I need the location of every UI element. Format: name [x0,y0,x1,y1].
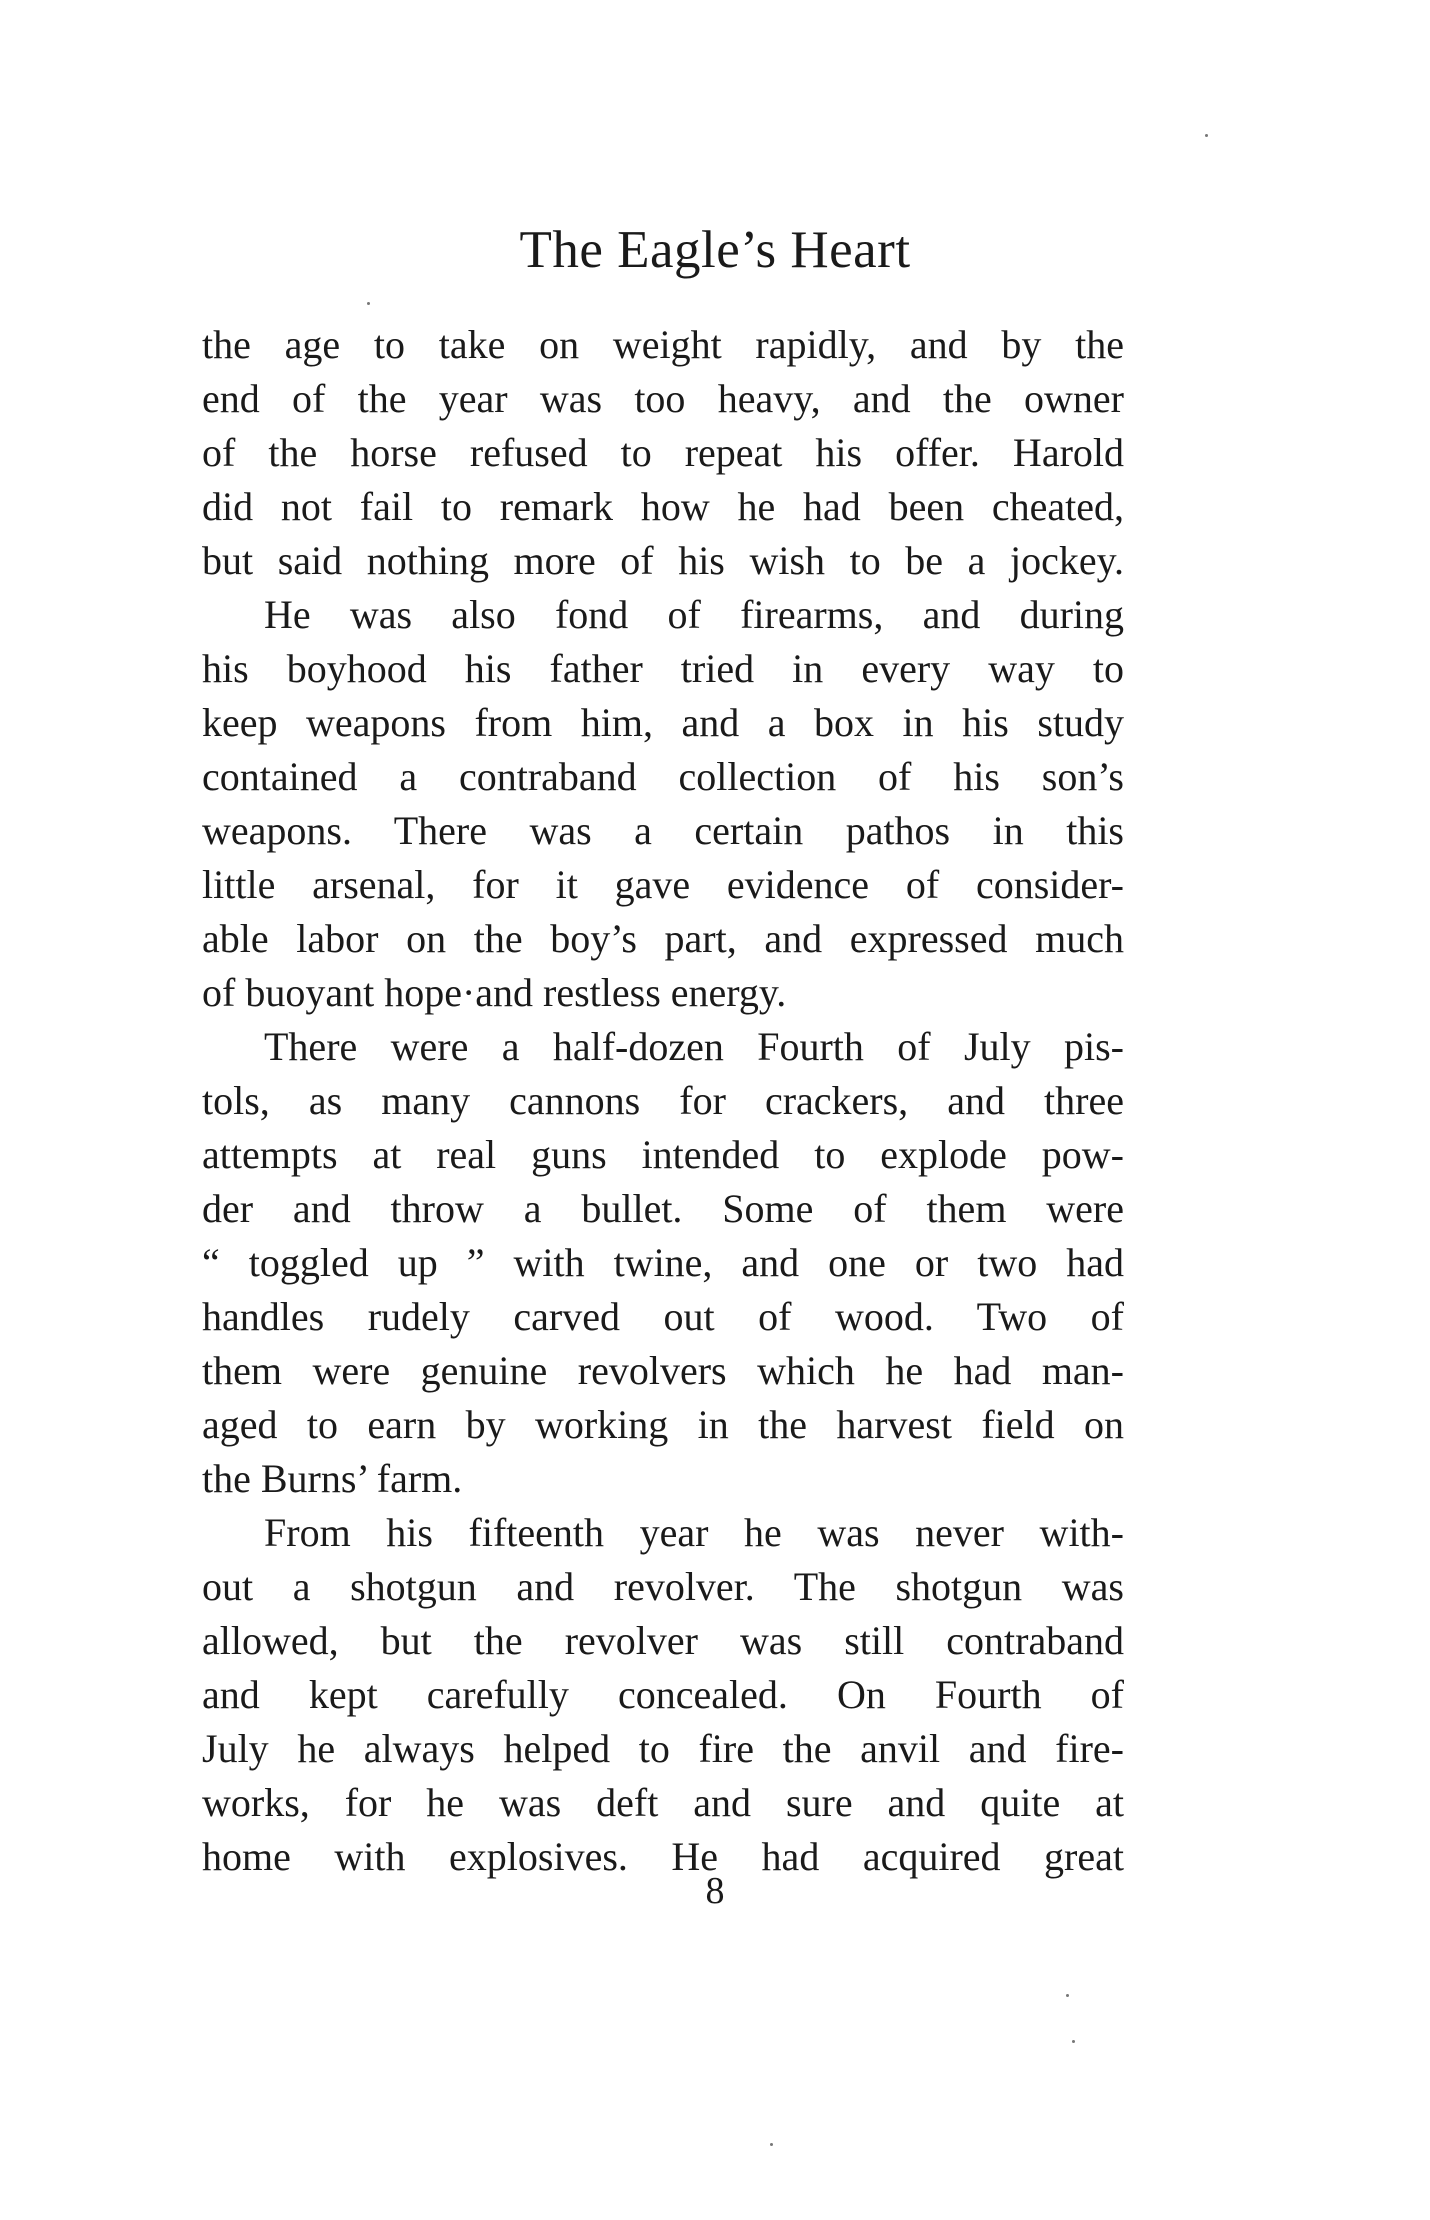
text-line: the Burns’ farm. [202,1456,463,1501]
text-line: end of the year was too heavy, and the owner [202,376,1124,421]
text-line: of the horse refused to repeat his offer. Harold [202,430,1124,475]
text-line: From his fifteenth year he was never with- [264,1510,1124,1555]
print-speck [1205,134,1208,137]
text-line: der and throw a bullet. Some of them were [202,1186,1124,1231]
text-line: allowed, but the revolver was still contraband [202,1618,1124,1663]
text-line: attempts at real guns intended to explode pow- [202,1132,1124,1177]
text-line: aged to earn by working in the harvest field on [202,1402,1124,1447]
text-line: them were genuine revolvers which he had man- [202,1348,1124,1393]
text-line: He was also fond of firearms, and during [264,592,1124,637]
running-head: The Eagle’s Heart [519,221,911,279]
text-line: did not fail to remark how he had been cheated, [202,484,1124,529]
text-line: keep weapons from him, and a box in his study [202,700,1124,745]
text-line: home with explosives. He had acquired great [202,1834,1124,1879]
text-line: July he always helped to fire the anvil and fire- [202,1726,1124,1771]
print-speck [1066,1994,1069,1997]
text-line: “ toggled up ” with twine, and one or two had [202,1240,1124,1285]
paragraph-4 [202,1506,1124,1884]
text-line: the age to take on weight rapidly, and by the [202,322,1124,367]
text-line: handles rudely carved out of wood. Two of [202,1294,1124,1339]
text-line: his boyhood his father tried in every way to [202,646,1124,691]
print-speck [1072,2040,1075,2043]
body-text [202,318,1124,1884]
paragraph-2 [202,588,1124,1020]
text-line: of buoyant hope·and restless energy. [202,970,787,1015]
paragraph-1 [202,318,1124,588]
text-line: weapons. There was a certain pathos in this [202,808,1124,853]
print-speck [367,302,370,305]
page-number: 8 [705,1870,725,1912]
text-line: works, for he was deft and sure and quite at [202,1780,1124,1825]
text-line: There were a half-dozen Fourth of July pis- [264,1024,1124,1069]
text-line: but said nothing more of his wish to be a jockey. [202,538,1124,583]
text-line: tols, as many cannons for crackers, and three [202,1078,1124,1123]
text-line: little arsenal, for it gave evidence of consider- [202,862,1124,907]
text-line: and kept carefully concealed. On Fourth of [202,1672,1124,1717]
text-line: able labor on the boy’s part, and expressed much [202,916,1124,961]
print-speck [770,2143,773,2146]
text-line: out a shotgun and revolver. The shotgun was [202,1564,1124,1609]
text-line: contained a contraband collection of his son’s [202,754,1124,799]
paragraph-3 [202,1020,1124,1506]
